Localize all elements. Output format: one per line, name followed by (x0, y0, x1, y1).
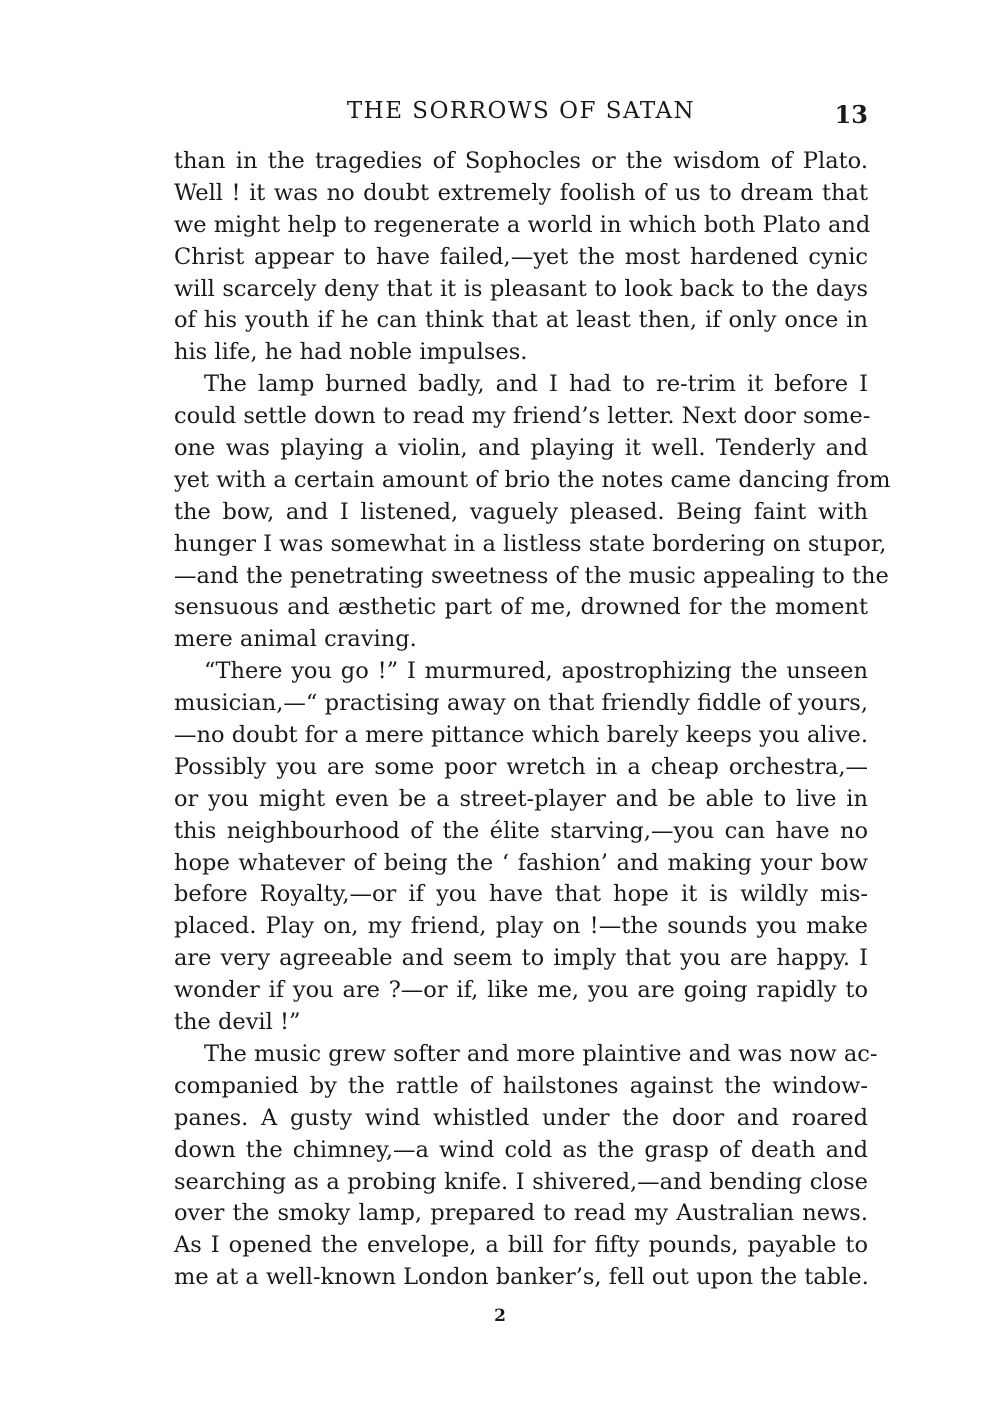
text-line: one was playing a violin, and playing it well. Tenderly and (174, 435, 868, 462)
text-line: The music grew softer and more plaintive and was now ac- (204, 1040, 878, 1067)
page-number: 13 (834, 100, 868, 129)
text-line: hunger I was somewhat in a listless state bordering on stupor, (174, 530, 887, 557)
text-line: down the chimney,—a wind cold as the grasp of death and (174, 1136, 868, 1163)
text-line: —no doubt for a mere pittance which barely keeps you alive. (174, 722, 868, 749)
text-line: yet with a certain amount of brio the notes came dancing from (174, 466, 891, 493)
text-line: his life, he had noble impulses. (174, 339, 528, 366)
text-line: sensuous and æsthetic part of me, drowned for the moment (174, 594, 868, 621)
text-line: could settle down to read my friend’s letter. Next door some- (174, 403, 871, 430)
text-line: the bow, and I listened, vaguely pleased. Being faint with (174, 498, 868, 525)
text-line: are very agreeable and seem to imply that you are happy. I (174, 945, 868, 972)
text-line: panes. A gusty wind whistled under the door and roared (174, 1104, 868, 1131)
text-line: placed. Play on, my friend, play on !—the sounds you make (174, 913, 868, 940)
text-line: wonder if you are ?—or if, like me, you are going rapidly to (174, 977, 868, 1004)
body-text (174, 146, 891, 1294)
signature-mark: 2 (494, 1306, 506, 1326)
text-line: mere animal craving. (174, 626, 417, 653)
text-line: The lamp burned badly, and I had to re-trim it before I (204, 371, 868, 398)
text-line: we might help to regenerate a world in which both Plato and (174, 211, 871, 238)
text-line: musician,—“ practising away on that friendly fiddle of yours, (174, 690, 868, 717)
text-line: Possibly you are some poor wretch in a cheap orchestra,— (174, 753, 868, 780)
text-line: or you might even be a street-player and be able to live in (174, 785, 868, 812)
text-line: companied by the rattle of hailstones against the window- (174, 1072, 868, 1099)
text-line: As I opened the envelope, a bill for fifty pounds, payable to (174, 1232, 868, 1259)
text-line: before Royalty,—or if you have that hope it is wildly mis- (174, 881, 868, 908)
text-line: Christ appear to have failed,—yet the most hardened cynic (174, 243, 868, 270)
text-line: searching as a probing knife. I shivered,—and bending close (174, 1168, 868, 1195)
page-header (174, 98, 868, 134)
text-line: the devil !” (174, 1009, 301, 1036)
text-line: Well ! it was no doubt extremely foolish of us to dream that (174, 179, 868, 206)
text-line: —and the penetrating sweetness of the music appealing to the (174, 562, 889, 589)
text-line: me at a well-known London banker’s, fell out upon the table. (174, 1264, 869, 1291)
text-line: than in the tragedies of Sophocles or the wisdom of Plato. (174, 148, 868, 174)
text-line: will scarcely deny that it is pleasant to look back to the days (174, 275, 868, 302)
text-line: this neighbourhood of the élite starving,—you can have no (174, 817, 868, 844)
text-line: “There you go !” I murmured, apostrophizing the unseen (204, 658, 868, 685)
text-line: over the smoky lamp, prepared to read my Australian news. (174, 1200, 868, 1227)
running-title: THE SORROWS OF SATAN (346, 98, 696, 124)
text-line: hope whatever of being the ‘ fashion’ and making your bow (174, 849, 868, 876)
text-line: of his youth if he can think that at least then, if only once in (174, 307, 868, 334)
